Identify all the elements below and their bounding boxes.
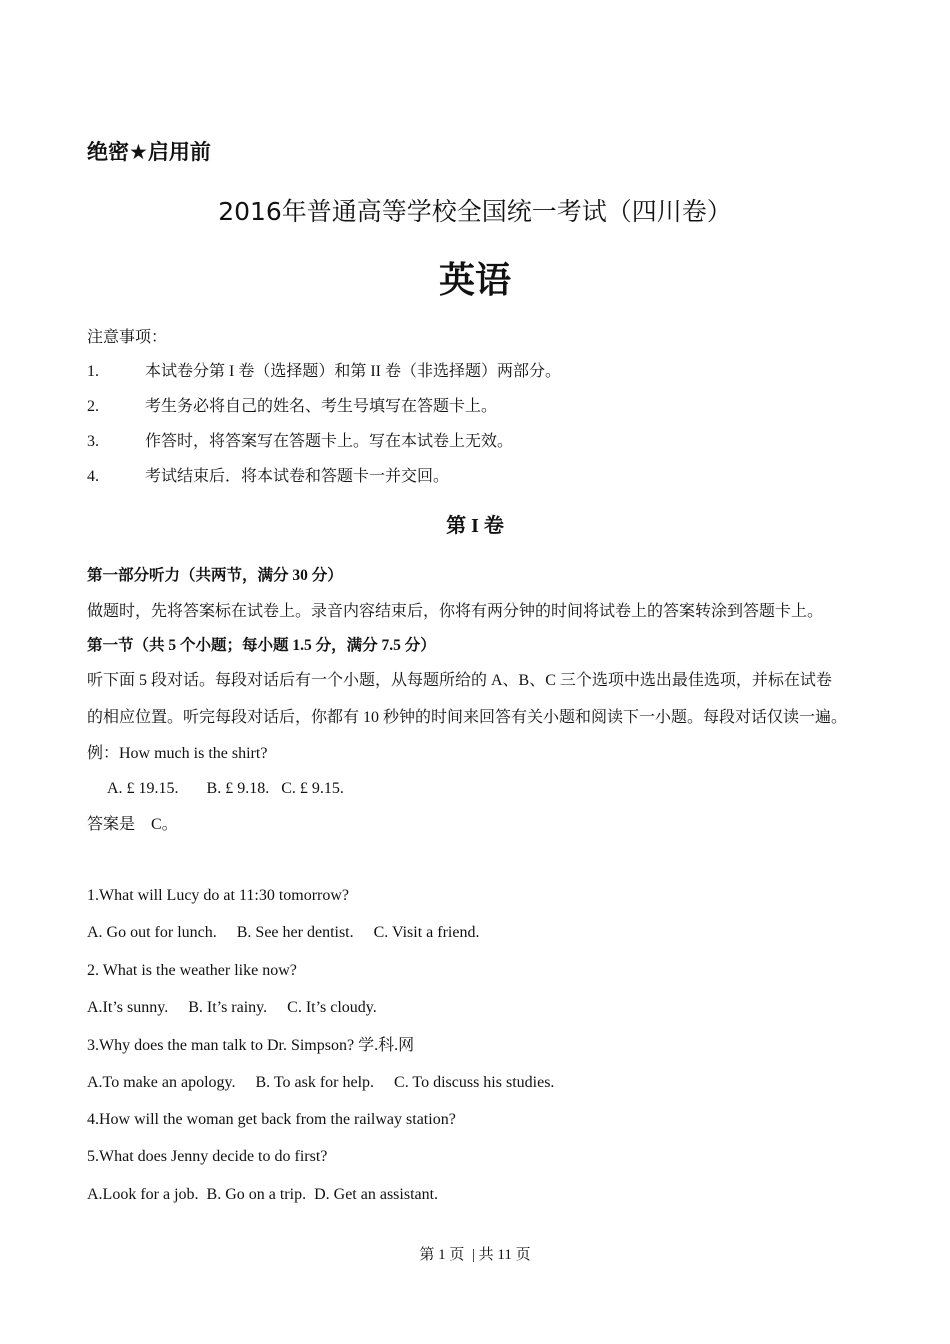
question-4: 4.How will the woman get back from the railway station? xyxy=(87,1111,456,1128)
notice-item xyxy=(87,432,513,452)
question-2: 2. What is the weather like now? xyxy=(87,962,297,979)
notice-item xyxy=(87,362,561,382)
question-2-options: A.It’s sunny. B. It’s rainy. C. It’s cloudy. xyxy=(87,999,377,1016)
section1-instruction-line2: 的相应位置。听完每段对话后，你都有 10 秒钟的时间来回答有关小题和阅读下一小题。每段对话仅读一遍。 xyxy=(87,709,848,726)
question-3-options: A.To make an apology. B. To ask for help. C. To discuss his studies. xyxy=(87,1074,555,1091)
notice-item-number: 3. xyxy=(87,433,99,450)
part1-instruction: 做题时，先将答案标在试卷上。录音内容结束后，你将有两分钟的时间将试卷上的答案转涂到答题卡上。 xyxy=(87,603,824,620)
notice-item xyxy=(87,397,497,417)
volume-title: 第 I 卷 xyxy=(446,515,504,537)
exam-title: 2016年普通高等学校全国统一考试（四川卷） xyxy=(218,197,732,226)
subject-title: 英语 xyxy=(438,260,511,301)
notice-item xyxy=(87,467,449,487)
notice-item-text: 作答时，将答案写在答题卡上。写在本试卷上无效。 xyxy=(145,433,514,450)
question-1: 1.What will Lucy do at 11:30 tomorrow? xyxy=(87,887,350,904)
page-footer: 第 1 页 | 共 11 页 xyxy=(419,1247,531,1263)
notice-item-text: 考生务必将自己的姓名、考生号填写在答题卡上。 xyxy=(145,398,498,415)
notice-item-text: 考试结束后．将本试卷和答题卡一并交回。 xyxy=(145,468,450,485)
notice-heading: 注意事项： xyxy=(87,329,168,346)
section1-heading: 第一节（共 5 个小题；每小题 1.5 分，满分 7.5 分） xyxy=(87,637,436,654)
confidential-label: 绝密★启用前 xyxy=(87,140,211,164)
question-3: 3.Why does the man talk to Dr. Simpson? 学.科.网 xyxy=(87,1037,415,1054)
question-5-options: A.Look for a job. B. Go on a trip. D. Get an assistant. xyxy=(87,1186,439,1203)
notice-item-text: 本试卷分第 I 卷（选择题）和第 II 卷（非选择题）两部分。 xyxy=(145,363,561,380)
section1-instruction-line1: 听下面 5 段对话。每段对话后有一个小题，从每题所给的 A、B、C 三个选项中选出最佳选项，并标在试卷 xyxy=(87,672,832,689)
example-question: 例：How much is the shirt? xyxy=(87,745,268,762)
question-5: 5.What does Jenny decide to do first? xyxy=(87,1148,328,1165)
example-options: A. £ 19.15. B. £ 9.18. C. £ 9.15. xyxy=(107,780,344,797)
notice-item-number: 2. xyxy=(87,398,99,415)
part1-heading: 第一部分听力（共两节，满分 30 分） xyxy=(87,567,343,584)
notice-item-number: 4. xyxy=(87,468,99,485)
question-1-options: A. Go out for lunch. B. See her dentist. C. Visit a friend. xyxy=(87,924,480,941)
example-answer: 答案是 C。 xyxy=(87,816,178,833)
notice-item-number: 1. xyxy=(87,363,99,380)
